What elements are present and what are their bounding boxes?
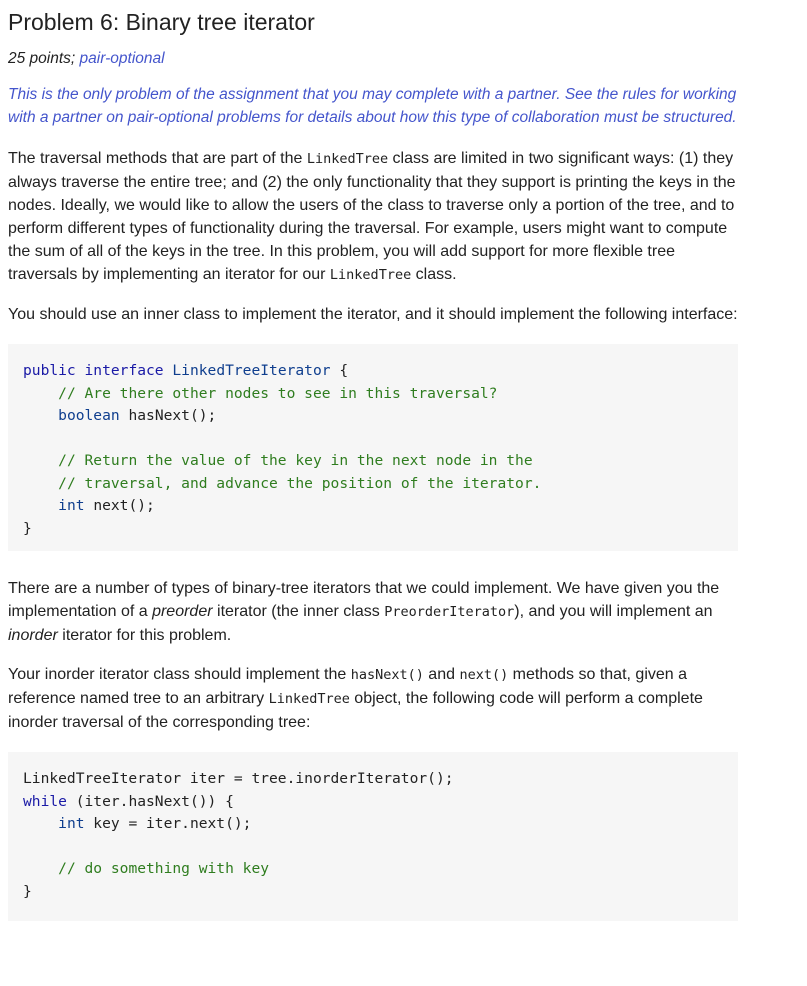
emphasis: inorder: [8, 627, 58, 644]
code-text: key = iter.next();: [84, 815, 252, 832]
code-type: int: [58, 497, 85, 514]
text: methods so that, given a reference named tree to an arbitrary: [8, 666, 688, 707]
text: The traversal methods that are part of the: [8, 150, 307, 167]
code-text: (iter.hasNext()) {: [66, 792, 234, 810]
text: and: [423, 666, 460, 683]
code-comment: // traversal, and advance the position of the iterator.: [58, 474, 542, 492]
paragraph-traversal-limits: [8, 147, 738, 287]
code-comment: // Return the value of the key in the next node in the: [58, 452, 533, 469]
code-block-interface: [8, 344, 738, 551]
text: Your inorder iterator class should implement the: [8, 666, 351, 683]
code-brace: }: [23, 882, 32, 900]
paragraph-inorder-requirements: [8, 663, 738, 734]
inline-code: LinkedTree: [306, 151, 389, 167]
inline-code: LinkedTree: [329, 267, 412, 283]
code-text: next();: [93, 497, 155, 514]
text: There are a number of types of binary-tree iterators that we could implement. We have given you the implementation of a: [8, 580, 720, 620]
code-keyword: while: [23, 792, 67, 810]
code-brace: {: [339, 362, 349, 379]
points-value: 25 points: [8, 50, 71, 67]
inline-code: PreorderIterator: [384, 604, 515, 620]
text: class.: [411, 266, 457, 283]
code-brace: }: [23, 519, 32, 537]
code-keyword: interface: [84, 362, 164, 379]
emphasis: preorder: [152, 603, 213, 620]
points-line: [8, 49, 738, 69]
code-text: LinkedTreeIterator iter = tree.inorderIterator();: [23, 770, 454, 787]
page-title: Problem 6: Binary tree iterator: [8, 9, 315, 35]
code-type: boolean: [58, 407, 120, 424]
code-identifier: LinkedTreeIterator: [172, 362, 331, 379]
code-type: int: [58, 815, 85, 832]
inline-code: hasNext(): [350, 667, 424, 683]
paragraph-iterator-types: [8, 577, 738, 647]
code-comment: // Are there other nodes to see in this traversal?: [58, 384, 498, 402]
code-text: hasNext();: [128, 407, 217, 424]
text: object, the following code will perform a complete inorder traversal of the corresponding tree:: [8, 690, 703, 731]
text: iterator (the inner class: [212, 603, 385, 620]
code-comment: // do something with key: [58, 860, 270, 877]
pair-optional-link[interactable]: pair-optional: [79, 50, 165, 67]
inline-code: LinkedTree: [268, 691, 350, 707]
text: ), and you will implement an: [514, 603, 713, 620]
text: class are limited in two significant ways: (1) they always traverse the entire tree; and (2) the only functionality that they support is printing the keys in the nodes. Ideally, we would like to allow the users of the class to traverse only a portion of the tree, and to perform different types of functionality during the traversal. For example, users might want to compute the sum of all of the keys in the tree. In this problem, you will add support for more flexible tree traversals by implementing an iterator for our: [8, 150, 736, 283]
points-separator: ;: [70, 50, 80, 67]
code-keyword: public: [23, 362, 76, 379]
partner-note: This is the only problem of the assignment that you may complete with a partner. See the rules for working with a partner on pair-optional problems for details about how this type of collaboration must be structured.: [8, 86, 737, 126]
text: iterator for this problem.: [57, 627, 232, 644]
inline-code: next(): [459, 667, 509, 683]
code-block-usage: [8, 752, 738, 921]
paragraph-inner-class: You should use an inner class to implement the iterator, and it should implement the following interface:: [8, 306, 738, 323]
